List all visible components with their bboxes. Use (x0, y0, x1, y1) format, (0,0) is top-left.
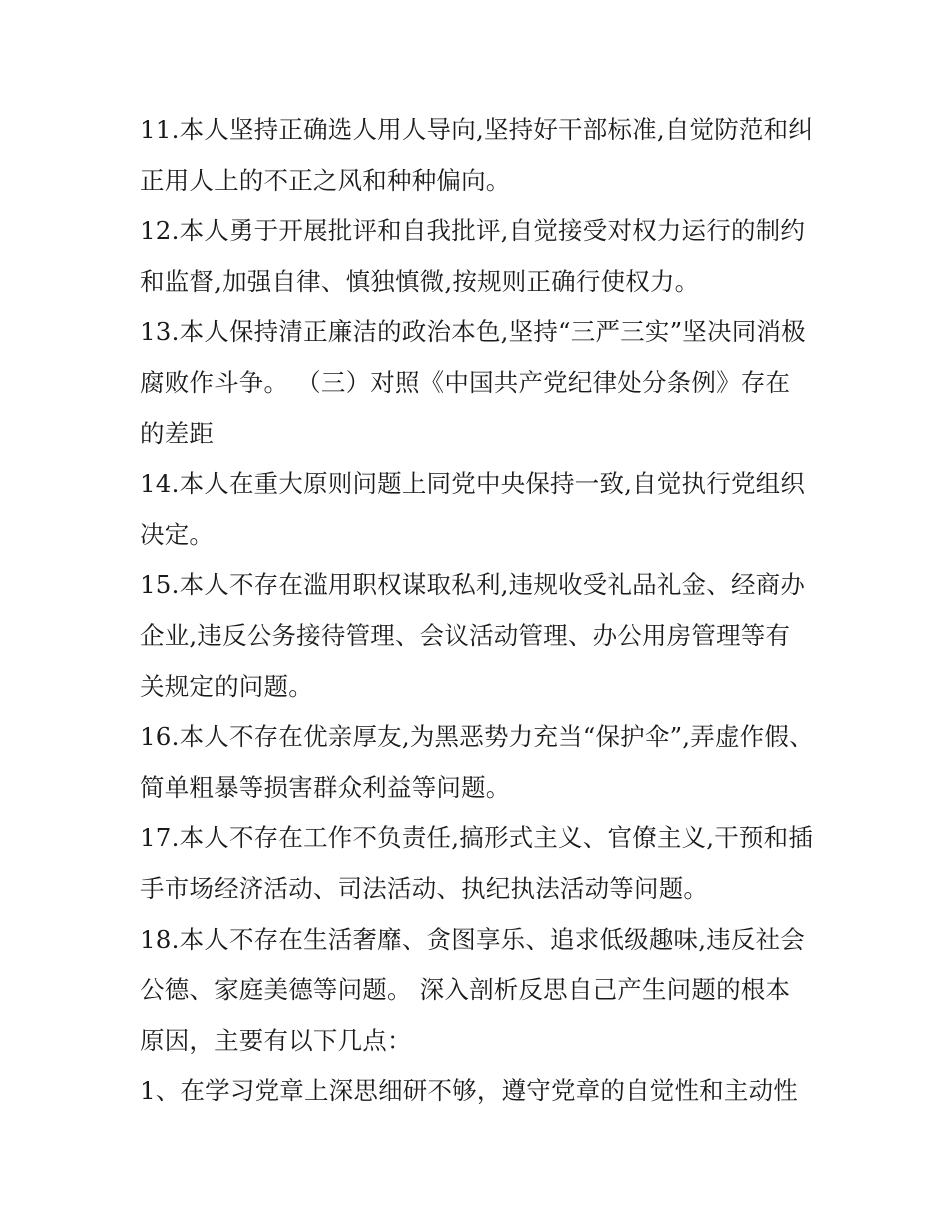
text-line: 和监督,加强自律、慎独慎微,按规则正确行使权力。 (140, 266, 700, 296)
document-body (140, 105, 814, 1117)
text-line: 公德、家庭美德等问题。 深入剖析反思自己产生问题的根本 (140, 975, 791, 1005)
text-line: 12.本人勇于开展批评和自我批评,自觉接受对权力运行的制约 (140, 216, 806, 246)
text-line: 14.本人在重大原则问题上同党中央保持一致,自觉执行党组织 (140, 469, 806, 499)
text-line: 15.本人不存在滥用职权谋取私利,违规收受礼品礼金、经商办 (140, 570, 806, 600)
text-line: 手市场经济活动、司法活动、执纪执法活动等问题。 (140, 873, 709, 903)
text-line: 11.本人坚持正确选人用人导向,坚持好干部标准,自觉防范和纠 (140, 115, 814, 144)
text-line: 1、在学习党章上深思细研不够，遵守党章的自觉性和主动性 (140, 1076, 798, 1106)
text-line: 正用人上的不正之风和种种偏向。 (140, 165, 511, 195)
text-line: 简单粗暴等损害群众利益等问题。 (140, 772, 511, 802)
text-line: 的差距 (140, 418, 215, 448)
text-line: 原因，主要有以下几点： (140, 1025, 412, 1055)
text-line: 16.本人不存在优亲厚友,为黑恶势力充当“保护伞”,弄虚作假、 (140, 722, 814, 752)
text-line: 企业,违反公务接待管理、会议活动管理、办公用房管理等有 (140, 620, 791, 650)
text-line: 腐败作斗争。 （三）对照《中国共产党纪律处分条例》存在 (140, 367, 791, 397)
text-line: 决定。 (140, 519, 215, 549)
text-line: 17.本人不存在工作不负责任,搞形式主义、官僚主义,干预和插 (140, 823, 814, 853)
text-line: 18.本人不存在生活奢靡、贪图享乐、追求低级趣味,违反社会 (140, 924, 806, 954)
text-line: 关规定的问题。 (140, 671, 313, 701)
text-line: 13.本人保持清正廉洁的政治本色,坚持“三严三实”坚决同消极 (140, 317, 806, 347)
